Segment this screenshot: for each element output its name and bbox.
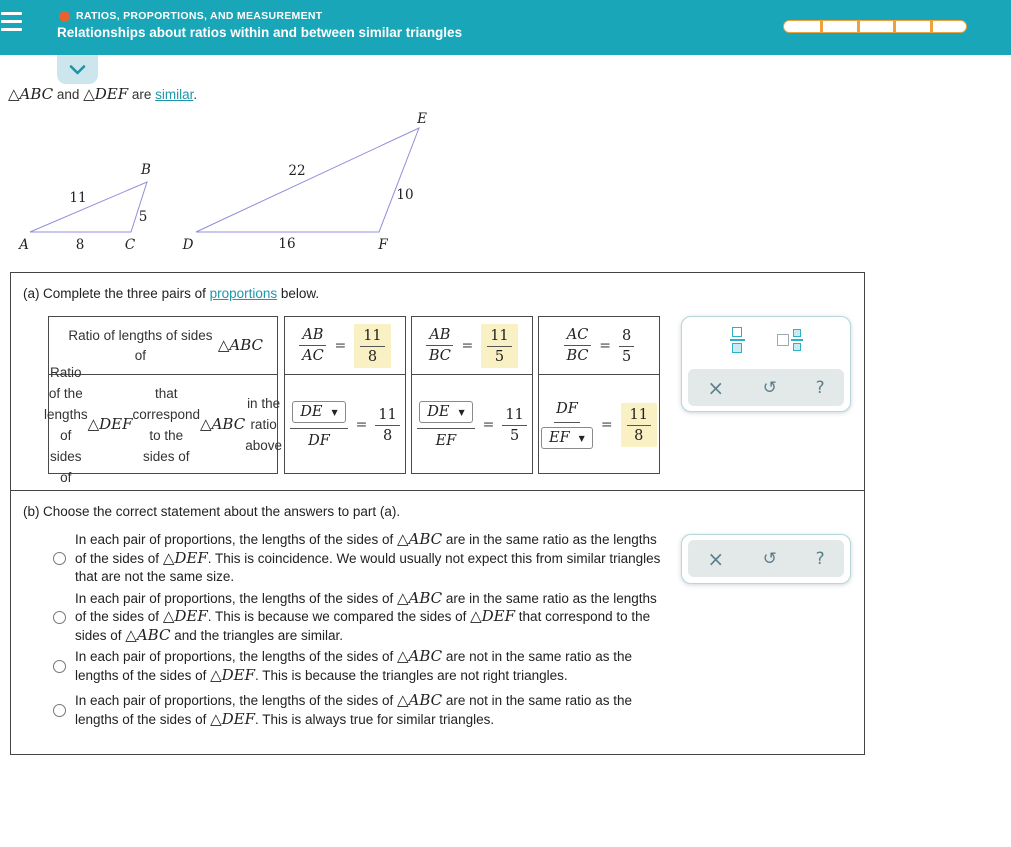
triangle-def-text: △DEF <box>83 85 129 103</box>
proportion-box-1: $\frac{AB}{AC}$ = $\frac{11}{8}$ DE ▼ DF = $\frac{11}{8}$ <box>284 316 406 474</box>
option-row-1 <box>53 531 665 587</box>
answer-value: $\frac{11}{5}$ <box>502 406 526 444</box>
undo-icon[interactable]: ↺ <box>762 377 777 398</box>
part-b-section <box>11 491 864 755</box>
progress-bar <box>783 20 967 33</box>
part-a-section <box>11 273 864 491</box>
side-ab-length: 11 <box>69 190 87 206</box>
option-row-3 <box>53 648 665 685</box>
category-label: RATIOS, PROPORTIONS, AND MEASUREMENT <box>76 10 323 22</box>
answer-field[interactable]: $\frac{11}{8}$ <box>621 403 657 447</box>
side-de-length: 22 <box>288 163 306 179</box>
mixed-number-template-button[interactable] <box>777 329 803 351</box>
answer-field[interactable]: $\frac{11}{8}$ <box>354 324 390 368</box>
answer-tool-palette <box>681 534 851 584</box>
side-df-length: 16 <box>278 236 296 252</box>
problem-statement: △ABC and △DEF are similar. <box>8 85 198 103</box>
side-ef-length: 10 <box>396 187 414 203</box>
part-b-label: (b) <box>23 504 40 519</box>
collapse-chevron-button[interactable] <box>57 55 98 84</box>
answer-options <box>53 531 665 732</box>
topic-dot-icon <box>59 11 70 22</box>
palette-action-bar <box>688 369 844 406</box>
help-button[interactable]: ? <box>815 548 825 569</box>
similar-link[interactable]: similar <box>155 87 194 102</box>
side-ac-length: 8 <box>75 237 85 253</box>
chevron-down-icon: ▼ <box>578 433 585 443</box>
triangles-diagram <box>0 110 450 258</box>
mixed-number-icon <box>777 329 803 351</box>
option-1-radio[interactable] <box>53 552 66 565</box>
fraction-icon <box>730 327 745 353</box>
answer-field[interactable]: $\frac{11}{5}$ <box>481 324 517 368</box>
vertex-b-label: B <box>141 162 151 178</box>
ratio-header-cell <box>44 316 282 485</box>
answer-value: $\frac{8}{5}$ <box>619 327 634 365</box>
part-a-label: (a) <box>23 286 40 301</box>
option-4-radio[interactable] <box>53 704 66 717</box>
proportions-link[interactable]: proportions <box>209 286 278 301</box>
option-2-text: In each pair of proportions, the lengths of the sides of △ABC are in the same ratio as the lengths of the sides of △DEF. This is because we compared the sides of △DEF that correspond to the sides of △ABC and the triangles are similar. <box>75 588 657 644</box>
side-select-dropdown[interactable]: EF ▼ <box>541 427 593 449</box>
answer-value: $\frac{11}{8}$ <box>375 406 399 444</box>
help-button[interactable]: ? <box>815 377 825 398</box>
math-tool-palette <box>681 316 851 412</box>
row2-header: Ratio of the lengths of sides of △DEF that correspond to the sides of △ABC in the ratio above <box>44 364 282 485</box>
clear-button[interactable]: × <box>707 546 725 571</box>
option-2-radio[interactable] <box>53 611 66 624</box>
chevron-down-icon: ▼ <box>331 407 338 417</box>
chevron-down-icon: ▼ <box>458 407 465 417</box>
side-bc-length: 5 <box>138 209 148 225</box>
proportion-box-2: $\frac{AB}{BC}$ = $\frac{11}{5}$ DE ▼ EF = $\frac{11}{5}$ <box>411 316 533 474</box>
undo-icon[interactable]: ↺ <box>762 548 777 569</box>
vertex-e-label: E <box>417 111 427 127</box>
fraction-template-button[interactable] <box>730 327 745 353</box>
vertex-a-label: A <box>19 237 29 253</box>
clear-button[interactable]: × <box>707 375 725 400</box>
side-select-dropdown[interactable]: DE ▼ <box>292 401 345 423</box>
vertex-c-label: C <box>124 237 136 253</box>
question-box <box>10 272 865 755</box>
triangle-abc-text: △ABC <box>8 85 54 103</box>
proportion-box-3: $\frac{AC}{BC}$ = $\frac{8}{5}$ DF EF ▼ = $\frac{11}{8}$ <box>538 316 660 474</box>
option-row-4 <box>53 692 665 729</box>
option-1-text: In each pair of proportions, the lengths of the sides of △ABC are in the same ratio as the lengths of the sides of △DEF. This is coincidence. We would usually not expect this from similar triangles that are not the same size. <box>75 530 661 584</box>
header-bar <box>0 0 1011 55</box>
side-select-dropdown[interactable]: DE ▼ <box>419 401 472 423</box>
option-3-text: In each pair of proportions, the lengths of the sides of △ABC are not in the same ratio as the lengths of the sides of △DEF. This is because the triangles are not right triangles. <box>75 647 632 684</box>
option-3-radio[interactable] <box>53 660 66 673</box>
part-b-prompt: Choose the correct statement about the answers to part (a). <box>43 504 401 519</box>
chevron-down-icon <box>69 65 86 75</box>
vertex-f-label: F <box>378 237 388 253</box>
option-row-2 <box>53 590 665 646</box>
triangle-def-shape <box>196 128 419 232</box>
row1-header: Ratio of lengths of sides of △ABC <box>49 317 277 375</box>
menu-icon[interactable] <box>1 12 25 36</box>
palette-action-bar <box>688 540 844 577</box>
page-title: Relationships about ratios within and between similar triangles <box>57 25 463 40</box>
part-a-prompt: Complete the three pairs of proportions below. <box>43 286 320 301</box>
triangle-abc-shape <box>30 182 147 232</box>
option-4-text: In each pair of proportions, the lengths of the sides of △ABC are not in the same ratio as the lengths of the sides of △DEF. This is always true for similar triangles. <box>75 691 632 728</box>
vertex-d-label: D <box>182 237 194 253</box>
